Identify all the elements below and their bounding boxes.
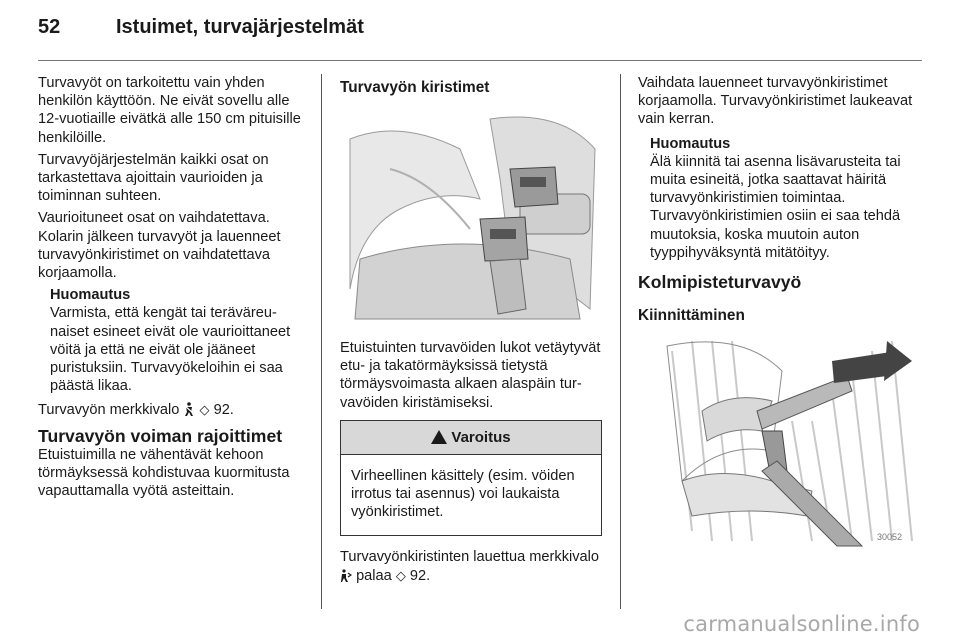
paragraph xyxy=(340,548,602,584)
fastening-seatbelt-illustration xyxy=(662,331,924,547)
page-title: Istuimet, turvajärjestelmät xyxy=(116,16,364,38)
warning-text: Virheellinen käsittely (esim. vöiden irrotus tai asennus) voi laukaista vyönkiristimet. xyxy=(351,467,575,521)
paragraph: Vaurioituneet osat on vaihdatettava. Kolarin jälkeen turvavyöt ja lauenneet turvavyönkiristimet on vaihdatettava korjaamolla. xyxy=(38,210,281,282)
warning-box xyxy=(340,420,602,537)
note-box xyxy=(38,286,306,395)
note-title: Huomautus xyxy=(50,287,131,304)
note-box xyxy=(638,135,922,262)
paragraph: Etuistuinten turvavöiden lukot vetäytyvät etu- ja takatörmäyksissä tietystä törmäysvoimasta alkaen alaspäin turvavöiden kiristämiseksi. xyxy=(340,340,601,411)
warning-title: Varoitus xyxy=(451,428,511,446)
header-rule xyxy=(38,60,922,61)
column-divider xyxy=(321,74,322,609)
page-reference[interactable]: 92. xyxy=(213,402,234,419)
page-header xyxy=(38,16,364,46)
page-reference-icon: ◇ xyxy=(199,402,210,418)
paragraph-text: Turvavyönkiristinten lauettua merkkivalo xyxy=(340,549,600,566)
paragraph: Turvavyöt on tarkoitettu vain yhden henkilön käyttöön. Ne eivät sovellu alle 12-vuotiaille eivätkä alle 150 cm pituisille henkilöille. xyxy=(38,75,301,146)
airbag-warning-icon xyxy=(340,569,352,582)
seatbelt-buckle-illustration xyxy=(340,109,602,329)
section-heading: Kolmipisteturvavyö xyxy=(638,272,802,293)
warning-triangle-icon xyxy=(431,430,447,444)
warning-header xyxy=(341,421,601,455)
figure-code: 30052 xyxy=(877,532,903,543)
section-heading: Turvavyön kiristimet xyxy=(340,79,490,96)
column-3 xyxy=(638,74,922,547)
paragraph-text: palaa xyxy=(356,567,392,584)
watermark: carmanualsonline.info xyxy=(683,612,920,636)
column-1 xyxy=(38,74,306,504)
page-reference-icon: ◇ xyxy=(395,567,406,583)
paragraph: Turvavyöjärjestelmän kaikki osat on tarkastettava ajoittain vaurioiden ja toiminnan suhteen. xyxy=(38,151,269,205)
note-title: Huomautus xyxy=(650,135,731,152)
note-text: Älä kiinnitä tai asenna lisävarusteita tai muita esineitä, jotka saattavat häiritä turvavyönkiristimien toimintaa. Turvavyönkiristimien osiin ei saa tehdä muutoksia, koska muutoin auton tyyppihyväksyntä mitätöityy. xyxy=(650,153,901,261)
indicator-text: Turvavyön merkkivalo xyxy=(38,402,180,419)
seatbelt-person-icon xyxy=(183,402,195,416)
page-reference[interactable]: 92. xyxy=(409,567,431,584)
paragraph: Etuistuimilla ne vähentävät kehoon törmäyksessä kohdistuvaa kuormitusta vapauttamalla vyötä asteittain. xyxy=(38,446,290,500)
indicator-line xyxy=(38,401,306,419)
note-text: Varmista, että kengät tai teräväreunaiset esineet eivät ole vaurioittaneet vöitä ja että ne eivät ole jääneet puristuksiin. Turvavyökeloihin ei saa päästä likaa. xyxy=(50,305,291,395)
section-heading: Turvavyön voiman rajoittimet xyxy=(38,425,283,446)
paragraph: Vaihdata lauenneet turvavyönkiristimet korjaamolla. Turvavyönkiristimet laukeavat vain kerran. xyxy=(638,75,913,128)
column-2 xyxy=(340,74,602,589)
sub-heading: Kiinnittäminen xyxy=(638,307,745,325)
page-number: 52 xyxy=(38,16,61,38)
column-divider xyxy=(620,74,621,609)
